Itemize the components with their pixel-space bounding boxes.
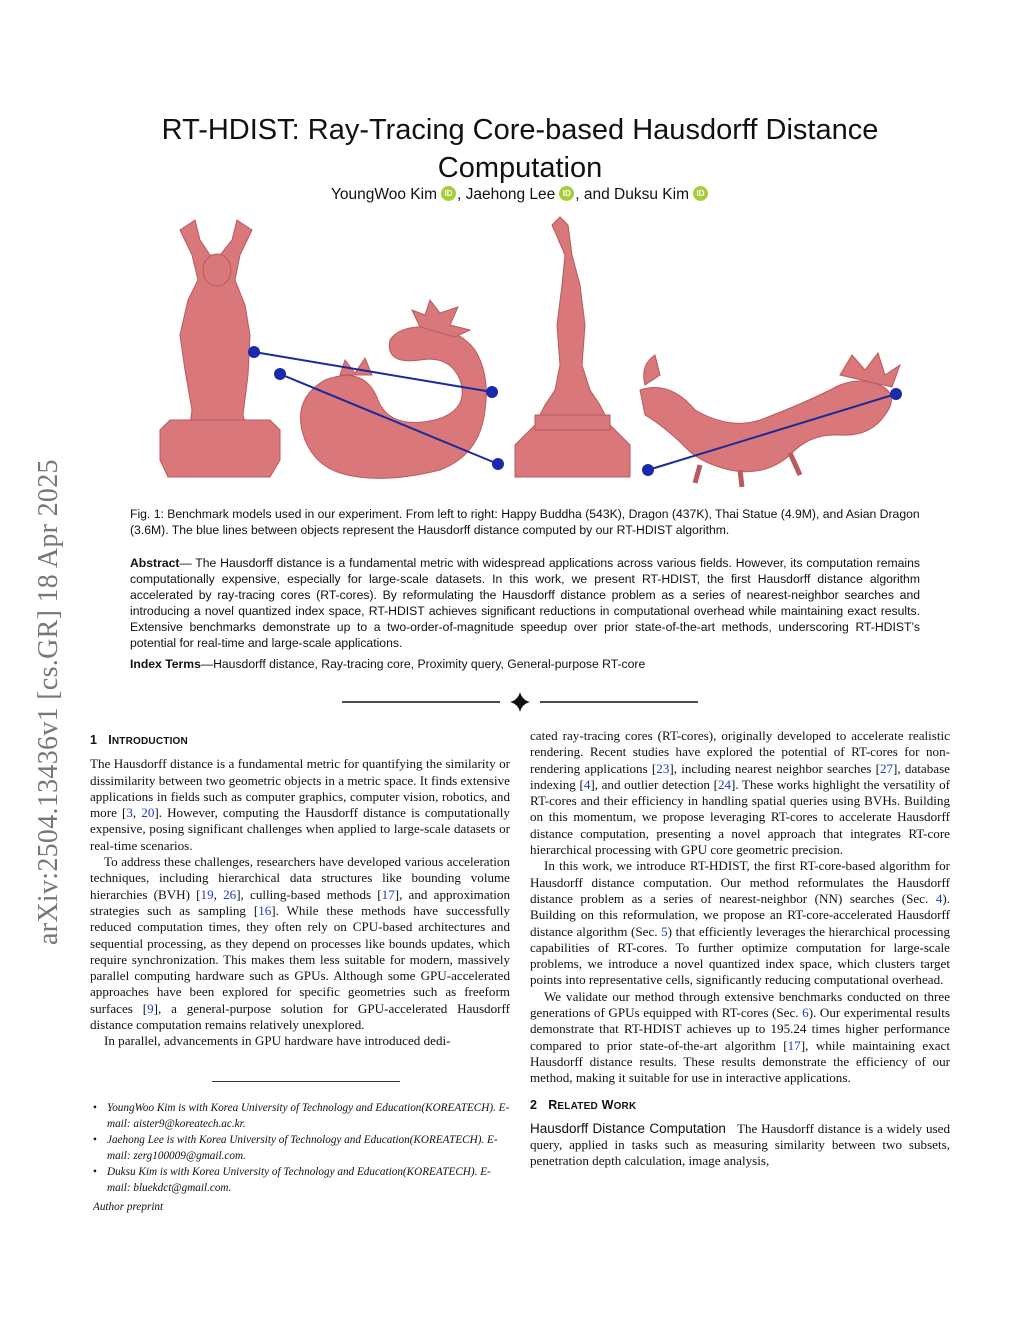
orcid-icon[interactable]: ID <box>693 186 708 201</box>
benchmark-figure <box>140 215 920 500</box>
abstract-label: Abstract <box>130 556 180 570</box>
author-name: Jaehong Lee <box>465 186 556 203</box>
footnote-rule <box>212 1081 400 1082</box>
citation-link[interactable]: 19 <box>200 886 214 902</box>
citation-link[interactable]: 17 <box>787 1037 801 1053</box>
intro-paragraph: The Hausdorff distance is a fundamental metric for quantifying the similarity or dissimilarity between two geometric objects in a metric space. It finds extensive applications in fields such as computer graphics, computer vision, robotics, and more [3, 20]. However, computing the Hausdorff distance is computationally expensive, posing significant challenges when applied to large-scale datasets or real-time scenarios. <box>90 756 510 853</box>
section-heading-introduction: 1 INTRODUCTION <box>90 733 188 747</box>
author-name: and Duksu Kim <box>583 186 689 203</box>
citation-link[interactable]: 20 <box>141 805 155 821</box>
index-terms <box>130 657 920 671</box>
author-footnote: • YoungWoo Kim is with Korea University of Technology and Education(KOREATECH). E-mail: aister9@koreatech.ac.kr. <box>93 1100 513 1132</box>
intro-paragraph: In this work, we introduce RT-HDIST, the first RT-core-based algorithm for Hausdorff distance computation. Our method reformulates the Hausdorff distance problem as a series of nearest-neighbor (NN) searches (Sec. 4). Building on this reformulation, we propose an RT-core-accelerated Hausdorff distance algorithm (Sec. 5) that efficiently leverages the hierarchical processing capabilities of RT-cores. To further optimize computation for large-scale problems, we introduce a novel quantized index space, which clusters target points into representative cells, significantly reducing computational overhead. <box>530 858 950 988</box>
subsection-runin: Hausdorff Distance Computation <box>530 1120 726 1136</box>
section-link[interactable]: 5 <box>661 923 668 939</box>
intro-paragraph: We validate our method through extensive benchmarks conducted on three generations of GPUs equipped with RT-cores (Sec. 6). Our experimental results demonstrate that RT-HDIST achieves up to 195.24 times higher performance compared to prior state-of-the-art algorithm [17], while maintaining exact Hausdorff distance results. These results demonstrate the efficiency of our method, making it suitable for use in interactive applications. <box>530 988 950 1086</box>
citation-link[interactable]: 4 <box>583 776 591 792</box>
paper-title: RT-HDIST: Ray-Tracing Core-based Hausdorff Distance Computation <box>161 114 879 185</box>
asian-dragon-model <box>640 353 900 487</box>
abstract-text: — The Hausdorff distance is a fundamental metric with widespread applications across various fields. However, its computation remains computationally expensive, especially for large-scale datasets. In this work, we present RT-HDIST, the first Hausdorff distance algorithm accelerated by ray-tracing cores (RT-cores). By reformulating the Hausdorff distance problem as a series of nearest-neighbor searches and introducing a novel quantized index space, RT-HDIST achieves significant reductions in computational overhead while maintaining exact results. Extensive benchmarks demonstrate up to a two-order-of-magnitude speedup over prior state-of-the-art methods, underscoring RT-HDIST’s potential for real-time and large-scale applications. <box>130 556 920 650</box>
index-terms-label: Index Terms <box>130 657 201 671</box>
arxiv-stamp: arXiv:2504.13436v1 [cs.GR] 18 Apr 2025 <box>33 459 64 945</box>
dragon-model <box>301 300 487 478</box>
preprint-note: Author preprint <box>93 1201 164 1213</box>
abstract <box>130 555 920 651</box>
citation-link[interactable]: 24 <box>717 776 732 792</box>
related-work-paragraph: Hausdorff Distance Computation The Hausdorff distance is a widely used query, applied in tasks such as measuring similarity between two subsets, penetration depth calculation, image analysis, <box>530 1120 950 1169</box>
citation-link[interactable]: 26 <box>223 886 237 902</box>
happy-buddha-model <box>160 220 280 477</box>
index-terms-text: —Hausdorff distance, Ray-tracing core, Proximity query, General-purpose RT-core <box>200 657 646 671</box>
author-footnote: • Jaehong Lee is with Korea University of Technology and Education(KOREATECH). E-mail: zerg100009@gmail.com. <box>93 1132 513 1164</box>
orcid-icon[interactable]: ID <box>441 186 456 201</box>
citation-link[interactable]: 23 <box>656 760 670 776</box>
left-column <box>90 732 510 1050</box>
section-link[interactable]: 6 <box>802 1005 809 1021</box>
figure-caption: Fig. 1: Benchmark models used in our experiment. From left to right: Happy Buddha (543K), Dragon (437K), Thai Statue (4.9M), and Asian Dragon (3.6M). The blue lines between objects represent the Hausdorff distance computed by our RT-HDIST algorithm. <box>130 507 920 537</box>
citation-link[interactable]: 17 <box>381 886 395 902</box>
author-footnote: • Duksu Kim is with Korea University of Technology and Education(KOREATECH). E-mail: bluekdct@gmail.com. <box>93 1164 513 1196</box>
section-divider <box>342 690 698 714</box>
author-name: YoungWoo Kim <box>331 186 437 203</box>
section-link[interactable]: 4 <box>935 890 943 906</box>
author-list: YoungWoo Kim ID , Jaehong Lee ID , and Duksu Kim ID <box>200 186 840 204</box>
footnotes <box>93 1100 513 1196</box>
citation-link[interactable]: 16 <box>258 902 272 918</box>
citation-link[interactable]: 27 <box>879 760 894 776</box>
orcid-icon[interactable]: ID <box>559 186 574 201</box>
citation-link[interactable]: 3 <box>126 805 133 821</box>
right-column <box>530 728 950 1170</box>
section-heading-related-work: 2 RELATED WORK <box>530 1097 637 1112</box>
intro-paragraph: cated ray-tracing cores (RT-cores), originally developed to accelerate realistic rendering. Recent studies have explored the potential of RT-cores for non-rendering applications [23], including nearest neighbor searches [27], database indexing [4], and outlier detection [24]. These works highlight the versatility of RT-cores and their efficiency in handling spatial queries using BVHs. Building on this momentum, we propose leveraging RT-cores to accelerate Hausdorff distance computation, presenting a novel approach that integrates RT-core hierarchical processing with GPU core geometric precision. <box>530 728 950 858</box>
diamond-ornament-icon <box>510 692 530 712</box>
intro-paragraph: In parallel, advancements in GPU hardware have introduced dedi- <box>104 1033 451 1049</box>
intro-paragraph: To address these challenges, researchers have developed various acceleration techniques, including hierarchical data structures like bounding volume hierarchies (BVH) [19, 26], culling-based methods [17], and approximation strategies such as sampling [16]. While these methods have successfully reduced computation times, they often rely on CPU-based architectures and sequential processing, as they depend on processes like bounds updates, which require synchronization. This makes them less suitable for modern, massively parallel computing hardware such as GPUs. Although some GPU-accelerated approaches have been explored for specific geometries such as freeform surfaces [9], a general-purpose solution for GPU-accelerated Hausdorff distance computation remains relatively unexplored. <box>90 854 510 1033</box>
citation-link[interactable]: 9 <box>147 1000 154 1016</box>
thai-statue-model <box>515 217 630 477</box>
